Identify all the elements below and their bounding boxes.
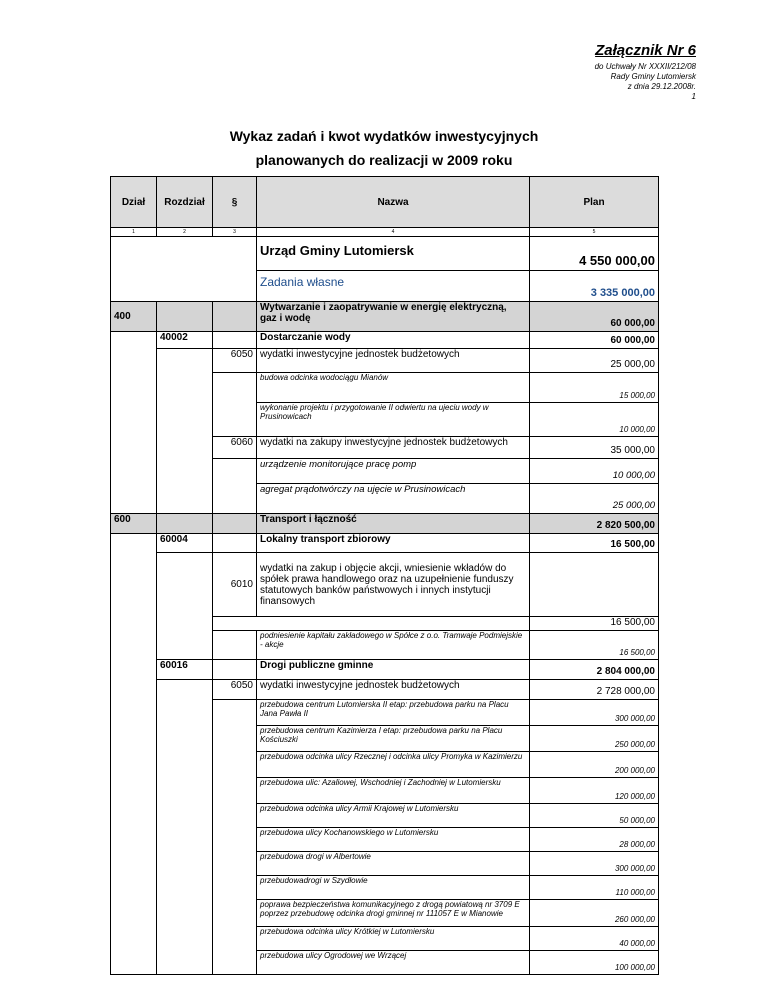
- table-row: [111, 828, 659, 852]
- row-paragraf: 6050: [213, 680, 257, 700]
- table-row: [111, 927, 659, 951]
- table-row: [111, 900, 659, 927]
- row-name: agregat prądotwórczy na ujęcie w Prusinowicach: [257, 484, 530, 514]
- row-name: urządzenie monitorujące pracę pomp: [257, 459, 530, 484]
- row-plan: 250 000,00: [530, 726, 659, 752]
- col-number: 2: [157, 228, 213, 237]
- row-name: przebudowadrogi w Szydłowie: [257, 876, 530, 900]
- annex-line: do Uchwały Nr XXXII/212/08: [594, 62, 696, 71]
- row-plan: 16 500,00: [530, 534, 659, 553]
- row-name: podniesienie kapitału zakładowego w Spółce z o.o. Tramwaje Podmiejskie - akcje: [257, 631, 530, 660]
- table-row: [111, 437, 659, 459]
- row-plan: 16 500,00: [530, 631, 659, 660]
- table-row: [111, 680, 659, 700]
- table-row: [111, 852, 659, 876]
- row-name: Dostarczanie wody: [257, 332, 530, 349]
- row-plan: 10 000,00: [530, 459, 659, 484]
- row-name: wydatki na zakup i objęcie akcji, wniesienie wkładów do spółek prawa handlowego oraz na uzupełnienie funduszy statutowych banków państwowych i innych instytucji finansowych: [257, 553, 530, 617]
- col-header-plan: Plan: [530, 177, 659, 228]
- table-row: [111, 332, 659, 349]
- col-number: 5: [530, 228, 659, 237]
- row-plan: 10 000,00: [530, 403, 659, 437]
- row-name: Lokalny transport zbiorowy: [257, 534, 530, 553]
- table-row: [111, 534, 659, 553]
- col-header-rozdzial: Rozdział: [157, 177, 213, 228]
- col-header-paragraf: §: [213, 177, 257, 228]
- row-name: przebudowa centrum Lutomierska II etap: przebudowa parku na Placu Jana Pawła II: [257, 700, 530, 726]
- row-name: przebudowa odcinka ulicy Rzecznej i odcinka ulicy Promyka w Kazimierzu: [257, 752, 530, 778]
- row-plan: 60 000,00: [530, 332, 659, 349]
- table-row: [111, 514, 659, 534]
- table-row: [111, 631, 659, 660]
- row-plan: 200 000,00: [530, 752, 659, 778]
- row-name: budowa odcinka wodociągu Mianów: [257, 373, 530, 403]
- row-name: przebudowa ulicy Kochanowskiego w Lutomiersku: [257, 828, 530, 852]
- row-name: wydatki na zakupy inwestycyjne jednostek budżetowych: [257, 437, 530, 459]
- row-plan: 50 000,00: [530, 804, 659, 828]
- row-plan: 28 000,00: [530, 828, 659, 852]
- row-plan: 300 000,00: [530, 852, 659, 876]
- row-plan: 120 000,00: [530, 778, 659, 804]
- table-row: [111, 617, 659, 631]
- row-plan: 110 000,00: [530, 876, 659, 900]
- row-name: Drogi publiczne gminne: [257, 660, 530, 680]
- table-row: [111, 876, 659, 900]
- col-header-dzial: Dział: [111, 177, 157, 228]
- row-plan: 2 728 000,00: [530, 680, 659, 700]
- row-plan: 3 335 000,00: [530, 271, 659, 302]
- table-row: [111, 349, 659, 373]
- row-paragraf: 6010: [213, 553, 257, 617]
- row-name: przebudowa drogi w Albertowie: [257, 852, 530, 876]
- table-row: [111, 700, 659, 726]
- row-plan: 35 000,00: [530, 437, 659, 459]
- row-rozdzial: 60004: [157, 534, 213, 553]
- table-row: [111, 373, 659, 403]
- document-title: Wykaz zadań i kwot wydatków inwestycyjnych: [229, 128, 539, 144]
- row-plan: 60 000,00: [530, 302, 659, 332]
- table-row: [111, 752, 659, 778]
- table-header-row: [111, 177, 659, 228]
- row-plan: 25 000,00: [530, 349, 659, 373]
- col-number: 4: [257, 228, 530, 237]
- row-plan: 40 000,00: [530, 927, 659, 951]
- row-name: Urząd Gminy Lutomiersk: [257, 237, 530, 271]
- annex-line: z dnia 29.12.2008r.: [627, 82, 696, 91]
- table-row: [111, 804, 659, 828]
- row-plan: 300 000,00: [530, 700, 659, 726]
- row-plan: 15 000,00: [530, 373, 659, 403]
- investment-table: [110, 176, 659, 975]
- table-row: [111, 951, 659, 975]
- row-name: przebudowa centrum Kazimierza I etap: przebudowa parku na Placu Kościuszki: [257, 726, 530, 752]
- row-plan: 2 804 000,00: [530, 660, 659, 680]
- col-number: 1: [111, 228, 157, 237]
- row-name: poprawa bezpieczeństwa komunikacyjnego z drogą powiatową nr 3709 E poprzez przebudowę odcinka drogi gminnej nr 111057 E w Mianowie: [257, 900, 530, 927]
- row-name: wydatki inwestycyjne jednostek budżetowych: [257, 680, 530, 700]
- row-dzial: 600: [111, 514, 157, 534]
- col-number: 3: [213, 228, 257, 237]
- row-plan: 260 000,00: [530, 900, 659, 927]
- row-name: wydatki inwestycyjne jednostek budżetowych: [257, 349, 530, 373]
- table-row: [111, 237, 659, 271]
- row-dzial: 400: [111, 302, 157, 332]
- row-name: przebudowa odcinka ulicy Armii Krajowej w Lutomiersku: [257, 804, 530, 828]
- annex-line: 1: [691, 92, 696, 101]
- table-row: [111, 726, 659, 752]
- annex-subtitle: [595, 62, 696, 102]
- row-name: przebudowa ulic: Azaliowej, Wschodniej i Zachodniej w Lutomiersku: [257, 778, 530, 804]
- col-header-nazwa: Nazwa: [257, 177, 530, 228]
- table-row: [111, 484, 659, 514]
- row-name: Wytwarzanie i zaopatrywanie w energię elektryczną, gaz i wodę: [257, 302, 530, 332]
- row-plan: 100 000,00: [530, 951, 659, 975]
- table-row: [111, 302, 659, 332]
- table-row: [111, 459, 659, 484]
- row-paragraf: 6050: [213, 349, 257, 373]
- table-row: [111, 403, 659, 437]
- row-name: przebudowa odcinka ulicy Krótkiej w Lutomiersku: [257, 927, 530, 951]
- row-rozdzial: 60016: [157, 660, 213, 680]
- row-plan: 2 820 500,00: [530, 514, 659, 534]
- table-row: [111, 271, 659, 302]
- column-number-row: [111, 228, 659, 237]
- row-name: przebudowa ulicy Ogrodowej we Wrzącej: [257, 951, 530, 975]
- document-subtitle: planowanych do realizacji w 2009 roku: [255, 152, 513, 168]
- annex-title: Załącznik Nr 6: [595, 42, 696, 59]
- table-row: [111, 778, 659, 804]
- table-row: [111, 553, 659, 617]
- row-name: Zadania własne: [257, 271, 530, 302]
- row-plan: 16 500,00: [530, 617, 659, 631]
- annex-line: Rady Gminy Lutomiersk: [610, 72, 696, 81]
- row-plan: 25 000,00: [530, 484, 659, 514]
- row-rozdzial: 40002: [157, 332, 213, 349]
- row-paragraf: 6060: [213, 437, 257, 459]
- row-name: Transport i łączność: [257, 514, 530, 534]
- row-plan: 4 550 000,00: [530, 237, 659, 271]
- row-name: wykonanie projektu i przygotowanie II odwiertu na ujeciu wody w Prusinowicach: [257, 403, 530, 437]
- table-row: [111, 660, 659, 680]
